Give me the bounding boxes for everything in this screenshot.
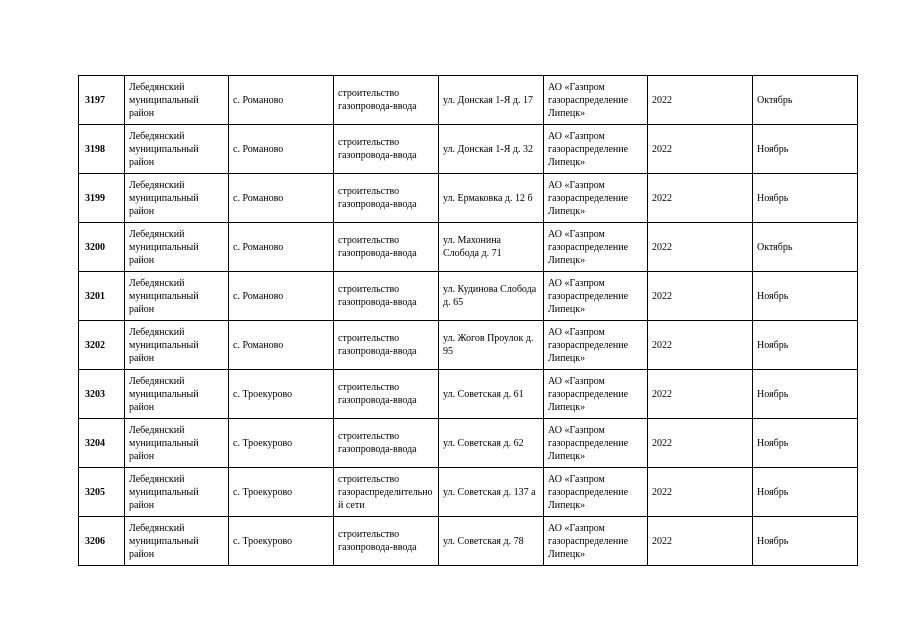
- district-cell: Лебедянский муниципальный район: [125, 419, 229, 468]
- year-cell: 2022: [648, 419, 753, 468]
- village-cell: с. Романово: [229, 76, 334, 125]
- table-row: [79, 370, 858, 419]
- address-cell: ул. Советская д. 61: [439, 370, 544, 419]
- village-cell: с. Романово: [229, 272, 334, 321]
- month-cell: Октябрь: [753, 76, 858, 125]
- village-cell: с. Троекурово: [229, 370, 334, 419]
- organization-cell: АО «Газпром газораспределение Липецк»: [544, 517, 648, 566]
- district-cell: Лебедянский муниципальный район: [125, 76, 229, 125]
- address-cell: ул. Донская 1-Я д. 17: [439, 76, 544, 125]
- work-type-cell: строительство газораспределительной сети: [334, 468, 439, 517]
- address-cell: ул. Жогов Проулок д. 95: [439, 321, 544, 370]
- village-cell: с. Троекурово: [229, 468, 334, 517]
- table-row: [79, 174, 858, 223]
- month-cell: Октябрь: [753, 223, 858, 272]
- year-cell: 2022: [648, 174, 753, 223]
- organization-cell: АО «Газпром газораспределение Липецк»: [544, 370, 648, 419]
- address-cell: ул. Донская 1-Я д. 32: [439, 125, 544, 174]
- table-row: [79, 517, 858, 566]
- row-number: 3198: [79, 125, 125, 174]
- row-number: 3205: [79, 468, 125, 517]
- table-row: [79, 468, 858, 517]
- village-cell: с. Романово: [229, 223, 334, 272]
- village-cell: с. Троекурово: [229, 419, 334, 468]
- month-cell: Ноябрь: [753, 468, 858, 517]
- village-cell: с. Романово: [229, 321, 334, 370]
- row-number: 3203: [79, 370, 125, 419]
- row-number: 3202: [79, 321, 125, 370]
- table-row: [79, 419, 858, 468]
- month-cell: Ноябрь: [753, 321, 858, 370]
- organization-cell: АО «Газпром газораспределение Липецк»: [544, 321, 648, 370]
- table-row: [79, 223, 858, 272]
- work-type-cell: строительство газопровода-ввода: [334, 76, 439, 125]
- work-type-cell: строительство газопровода-ввода: [334, 272, 439, 321]
- year-cell: 2022: [648, 272, 753, 321]
- village-cell: с. Троекурово: [229, 517, 334, 566]
- table-row: [79, 125, 858, 174]
- work-type-cell: строительство газопровода-ввода: [334, 174, 439, 223]
- work-type-cell: строительство газопровода-ввода: [334, 223, 439, 272]
- address-cell: ул. Советская д. 137 а: [439, 468, 544, 517]
- year-cell: 2022: [648, 223, 753, 272]
- organization-cell: АО «Газпром газораспределение Липецк»: [544, 419, 648, 468]
- organization-cell: АО «Газпром газораспределение Липецк»: [544, 272, 648, 321]
- district-cell: Лебедянский муниципальный район: [125, 517, 229, 566]
- district-cell: Лебедянский муниципальный район: [125, 370, 229, 419]
- organization-cell: АО «Газпром газораспределение Липецк»: [544, 223, 648, 272]
- address-cell: ул. Советская д. 78: [439, 517, 544, 566]
- organization-cell: АО «Газпром газораспределение Липецк»: [544, 174, 648, 223]
- year-cell: 2022: [648, 370, 753, 419]
- month-cell: Ноябрь: [753, 517, 858, 566]
- district-cell: Лебедянский муниципальный район: [125, 174, 229, 223]
- work-type-cell: строительство газопровода-ввода: [334, 125, 439, 174]
- year-cell: 2022: [648, 76, 753, 125]
- month-cell: Ноябрь: [753, 419, 858, 468]
- row-number: 3200: [79, 223, 125, 272]
- address-cell: ул. Советская д. 62: [439, 419, 544, 468]
- month-cell: Ноябрь: [753, 272, 858, 321]
- district-cell: Лебедянский муниципальный район: [125, 468, 229, 517]
- table-row: [79, 321, 858, 370]
- gas-connection-table: [78, 75, 858, 566]
- row-number: 3197: [79, 76, 125, 125]
- year-cell: 2022: [648, 125, 753, 174]
- table-row: [79, 272, 858, 321]
- organization-cell: АО «Газпром газораспределение Липецк»: [544, 76, 648, 125]
- district-cell: Лебедянский муниципальный район: [125, 125, 229, 174]
- district-cell: Лебедянский муниципальный район: [125, 223, 229, 272]
- work-type-cell: строительство газопровода-ввода: [334, 517, 439, 566]
- address-cell: ул. Махонина Слобода д. 71: [439, 223, 544, 272]
- year-cell: 2022: [648, 321, 753, 370]
- year-cell: 2022: [648, 517, 753, 566]
- address-cell: ул. Ермаковка д. 12 б: [439, 174, 544, 223]
- work-type-cell: строительство газопровода-ввода: [334, 370, 439, 419]
- year-cell: 2022: [648, 468, 753, 517]
- district-cell: Лебедянский муниципальный район: [125, 272, 229, 321]
- row-number: 3204: [79, 419, 125, 468]
- organization-cell: АО «Газпром газораспределение Липецк»: [544, 468, 648, 517]
- table-row: [79, 76, 858, 125]
- row-number: 3199: [79, 174, 125, 223]
- month-cell: Ноябрь: [753, 370, 858, 419]
- month-cell: Ноябрь: [753, 125, 858, 174]
- village-cell: с. Романово: [229, 174, 334, 223]
- address-cell: ул. Кудинова Слобода д. 65: [439, 272, 544, 321]
- month-cell: Ноябрь: [753, 174, 858, 223]
- work-type-cell: строительство газопровода-ввода: [334, 321, 439, 370]
- organization-cell: АО «Газпром газораспределение Липецк»: [544, 125, 648, 174]
- village-cell: с. Романово: [229, 125, 334, 174]
- work-type-cell: строительство газопровода-ввода: [334, 419, 439, 468]
- row-number: 3206: [79, 517, 125, 566]
- district-cell: Лебедянский муниципальный район: [125, 321, 229, 370]
- row-number: 3201: [79, 272, 125, 321]
